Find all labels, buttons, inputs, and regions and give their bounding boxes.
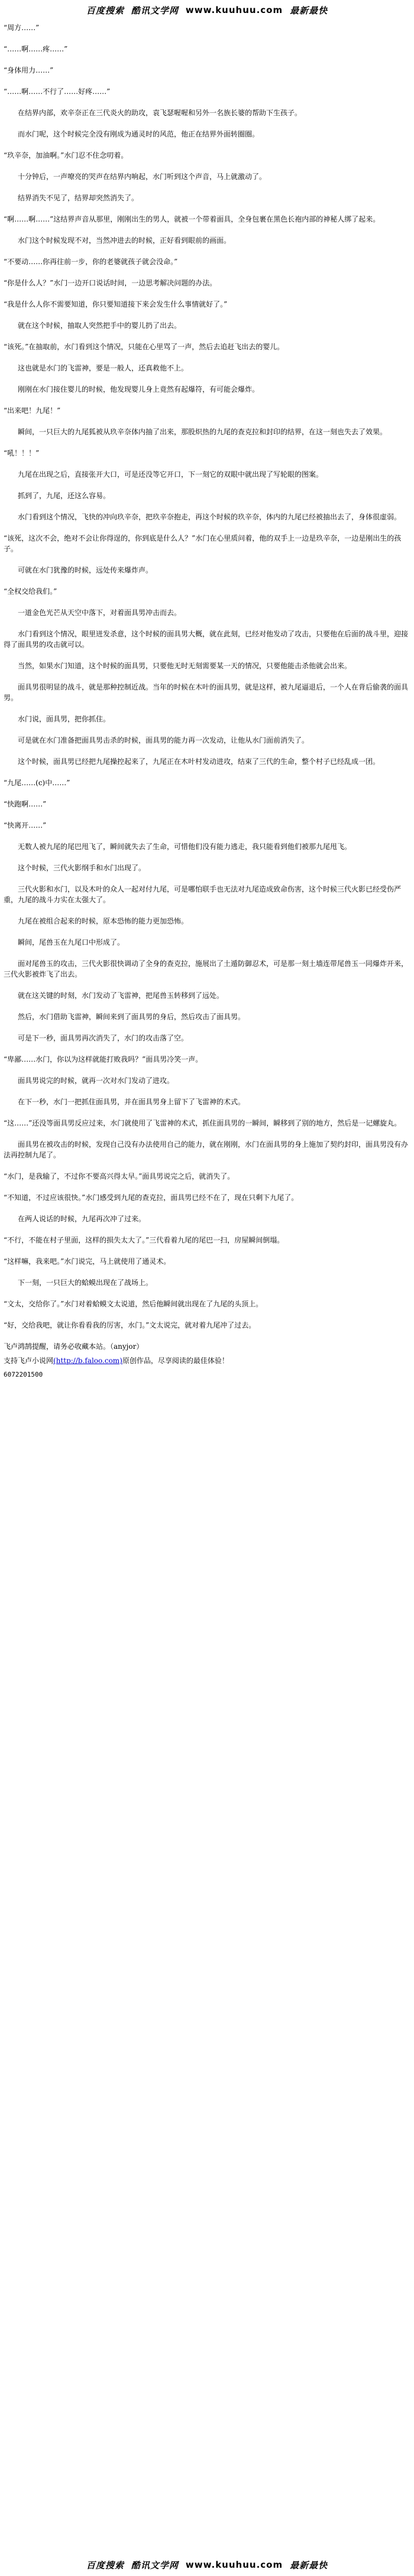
paragraph: 九尾在出现之后，直接张开大口，可是还没等它开口，下一刻它的双眼中就出现了写轮眼的图案。 [18, 470, 324, 479]
paragraph: 面具男在被攻击的时候，发现自己没有办法使用自己的能力，就在刚刚，水门在面具男的身上施加了契约封印，面具男没有办法再控制九尾了。 [4, 1140, 409, 1159]
banner-site-name: 酷讯文学网 [131, 2559, 179, 2571]
paragraph: “该死。”在抽取前，水门看到这个情况，只能在心里骂了一声，然后去追赶飞出去的婴儿。 [4, 343, 284, 351]
paragraph: 在结界内部，欢辛奈正在三代炎火的助攻，袁飞瑟喔喔和另外一名族长婆的帮助下生孩子。 [18, 109, 302, 117]
paragraph: “玖辛奈，加油啊。”水门忍不住念叨着。 [4, 151, 128, 160]
paragraph: 而水门呢，这个时候完全没有刚成为通灵时的风范，他正在结界外面转圈圈。 [18, 130, 260, 138]
paragraph: 十分钟后，一声嘹亮的哭声在结界内响起，水门听到这个声音，马上就激动了。 [18, 173, 267, 181]
footer-code: 6072201500 [4, 1371, 43, 1378]
paragraph: 无数人被九尾的尾巴甩飞了，瞬间就失去了生命，可惜他们没有能力逃走，我只能看到他们被那九尾甩飞。 [18, 843, 352, 851]
site-banner-top [0, 0, 414, 17]
paragraph: 下一刻，一只巨大的蛤蟆出现在了战场上。 [18, 1279, 153, 1287]
paragraph: 一道金色光芒从天空中落下，对着面具男冲击而去。 [18, 609, 182, 617]
paragraph: “……啊……不行了……好疼……” [4, 87, 111, 96]
paragraph: “这样嘛，我来吧。”水门说完，马上就使用了通灵术。 [4, 1257, 171, 1266]
paragraph: 可是下一秒，面具男再次消失了，水门的攻击落了空。 [18, 1034, 189, 1042]
paragraph: 可就在水门犹豫的时候，远处传来爆炸声。 [18, 566, 153, 574]
chapter-content [0, 17, 414, 1331]
paragraph: 抓到了，九尾，还这么容易。 [18, 492, 111, 500]
banner-site-url[interactable]: www.kuuhuu.com [185, 2559, 283, 2570]
paragraph: 当然，如果水门知道，这个时候的面具男，只要他无时无刻需要某一天的情况，只要他能击杀他就会出来。 [18, 662, 352, 670]
paragraph: 这个时候，面具男已经把九尾操控起来了，九尾正在木叶村发动进攻，结束了三代的生命，整个村子已经乱成一团。 [18, 757, 380, 766]
paragraph: “不知道，不过应该很快。”水门感受到九尾的查克拉，面具男已经不在了，现在只剩下九尾了。 [4, 1193, 299, 1202]
paragraph: 三代火影和水门，以及木叶的众人一起对付九尾，可是哪怕联手也无法对九尾造成致命伤害，这个时候三代火影已经受伤严重，九尾的战斗力实在太强大了。 [4, 885, 402, 904]
paragraph: “出来吧！九尾！” [4, 406, 61, 415]
paragraph: 在下一秒，水门一把抓住面具男，并在面具男身上留下了飞雷神的术式。 [18, 1098, 245, 1106]
paragraph: “周方……” [4, 24, 40, 32]
paragraph: 这也就是水门的飞雷神，要是一般人，还真救他不上。 [18, 364, 189, 372]
paragraph: “不行，不能在村子里面，这样的损失太大了。”三代看着九尾的尾巴一扫，房屋瞬间倒塌。 [4, 1236, 284, 1244]
paragraph: 水门这个时候发现不对，当然冲进去的时候，正好看到眼前的画面。 [18, 236, 231, 245]
paragraph: 然后，水门借助飞雷神，瞬间来到了面具男的身后，然后攻击了面具男。 [18, 1013, 245, 1021]
paragraph: 面具男说完的时候，就再一次对水门发动了进攻。 [18, 1076, 174, 1085]
banner-site-url[interactable]: www.kuuhuu.com [185, 5, 283, 15]
banner-search-hint: 百度搜索 [86, 5, 124, 16]
paragraph: “吼！！！” [4, 449, 40, 457]
paragraph: “该死，这次不会，绝对不会让你得逞的，你到底是什么人？”水门在心里质问着，他的双手上一边是玖辛奈，一边是刚出生的孩子。 [4, 534, 402, 553]
paragraph: 在两人说话的时候，九尾再次冲了过来。 [18, 1215, 146, 1223]
paragraph: 可是就在水门准备把面具男击杀的时候，面具男的能力再一次发动，让他从水门面前消失了。 [18, 736, 309, 744]
paragraph: “身体用力……” [4, 66, 54, 74]
paragraph: 水门说，面具男，把你抓住。 [18, 715, 111, 723]
paragraph: 瞬间，尾兽玉在九尾口中形成了。 [18, 938, 125, 947]
paragraph: 水门看到这个情况，眼里迸发杀意，这个时候的面具男大概，就在此刻，已经对他发动了攻击，只要他在后面的战斗里，迎接得了面具男的攻击就可以。 [4, 630, 409, 649]
footer-faloo-link[interactable]: (http://b.faloo.com) [53, 1357, 122, 1365]
banner-site-name: 酷讯文学网 [131, 5, 179, 16]
paragraph: “文太，交给你了。”水门对着蛤蟆文太说道，然后他瞬间就出现在了九尾的头顶上。 [4, 1300, 263, 1308]
banner-search-hint: 百度搜索 [86, 2559, 124, 2571]
paragraph: 这个时候，三代火影纲手和水门出现了。 [18, 864, 146, 872]
paragraph: 瞬间，一只巨大的九尾狐被从玖辛奈体内抽了出来，那股炽热的九尾的查克拉和封印的结界，在这一刻也失去了效果。 [18, 428, 387, 436]
banner-tagline: 最新最快 [290, 2559, 328, 2571]
paragraph: 刚刚在水门接住婴儿的时候，他发现婴儿身上竟然有起爆符，有可能会爆炸。 [18, 385, 260, 393]
footer-reminder: 飞卢鸿鹄提醒，请务必收藏本站。（anyjor） [4, 1342, 144, 1351]
paragraph: “九尾……(c)中……” [4, 779, 70, 787]
paragraph: “不要动……你再往前一步，你的老婆就孩子就会没命。” [4, 258, 178, 266]
paragraph: “快跑啊……” [4, 800, 47, 808]
footer-support-tail: 原创作品，尽享阅读的最佳体验！ [122, 1357, 229, 1365]
page-footer [0, 1341, 414, 1380]
paragraph: 面具男很明显的战斗，就是那种控制近战。当年的时候在木叶的面具男，就是这样，被九尾逼退后，一个人在背后偷袭的面具男。 [4, 683, 409, 702]
paragraph: “卑鄙……水门，你以为这样就能打败我吗？”面具男冷笑一声。 [4, 1055, 203, 1063]
paragraph: “啊……啊……”这结界声音从那里，刚刚出生的男人，就被一个带着面具，全身包裹在黑色长袍内部的神秘人绑了起来。 [4, 215, 380, 223]
paragraph: “好，交给我吧，就让你看看我的厉害，水门。”文太说完，就对着九尾冲了过去。 [4, 1321, 256, 1329]
site-banner-bottom [0, 2558, 414, 2571]
paragraph: 结界消失不见了，结界却突然消失了。 [18, 194, 139, 202]
paragraph: 面对尾兽玉的攻击，三代火影很快调动了全身的查克拉，施展出了土遁防御忍术，可是那一刻土墙连带尾兽玉一同爆炸开来，三代火影被炸飞了出去。 [4, 960, 409, 978]
paragraph: 九尾在被组合起来的时候，原本恐怖的能力更加恐怖。 [18, 917, 189, 925]
paragraph: “快离开……” [4, 821, 47, 830]
paragraph: “全权交给我们。” [4, 587, 57, 596]
paragraph: 水门看到这个情况，飞快的冲向玖辛奈，把玖辛奈抱走，再这个时候的玖辛奈，体内的九尾已经被抽出去了，身体很虚弱。 [18, 513, 402, 521]
paragraph: “……啊……疼……” [4, 45, 68, 53]
banner-tagline: 最新最快 [290, 5, 328, 16]
paragraph: 就在这关键的时刻，水门发动了飞雷神，把尾兽玉转移到了远处。 [18, 991, 224, 1000]
footer-support [4, 1355, 410, 1366]
footer-support-text: 支持飞卢小说网 [4, 1357, 54, 1365]
paragraph: 就在这个时候，抽取人突然把手中的婴儿扔了出去。 [18, 321, 182, 330]
paragraph: “这……”还没等面具男反应过来，水门就使用了飞雷神的术式，抓住面具男的一瞬间，瞬移到了别的地方，然后是一记螺旋丸。 [4, 1119, 402, 1127]
paragraph: “我是什么人你不需要知道，你只要知道接下来会发生什么事情就好了。” [4, 300, 228, 308]
paragraph: “水门，是我输了，不过你不要高兴得太早。”面具男说完之后，就消失了。 [4, 1172, 235, 1180]
paragraph: “你是什么人？”水门一边开口说话时间，一边思考解决问题的办法。 [4, 279, 217, 287]
